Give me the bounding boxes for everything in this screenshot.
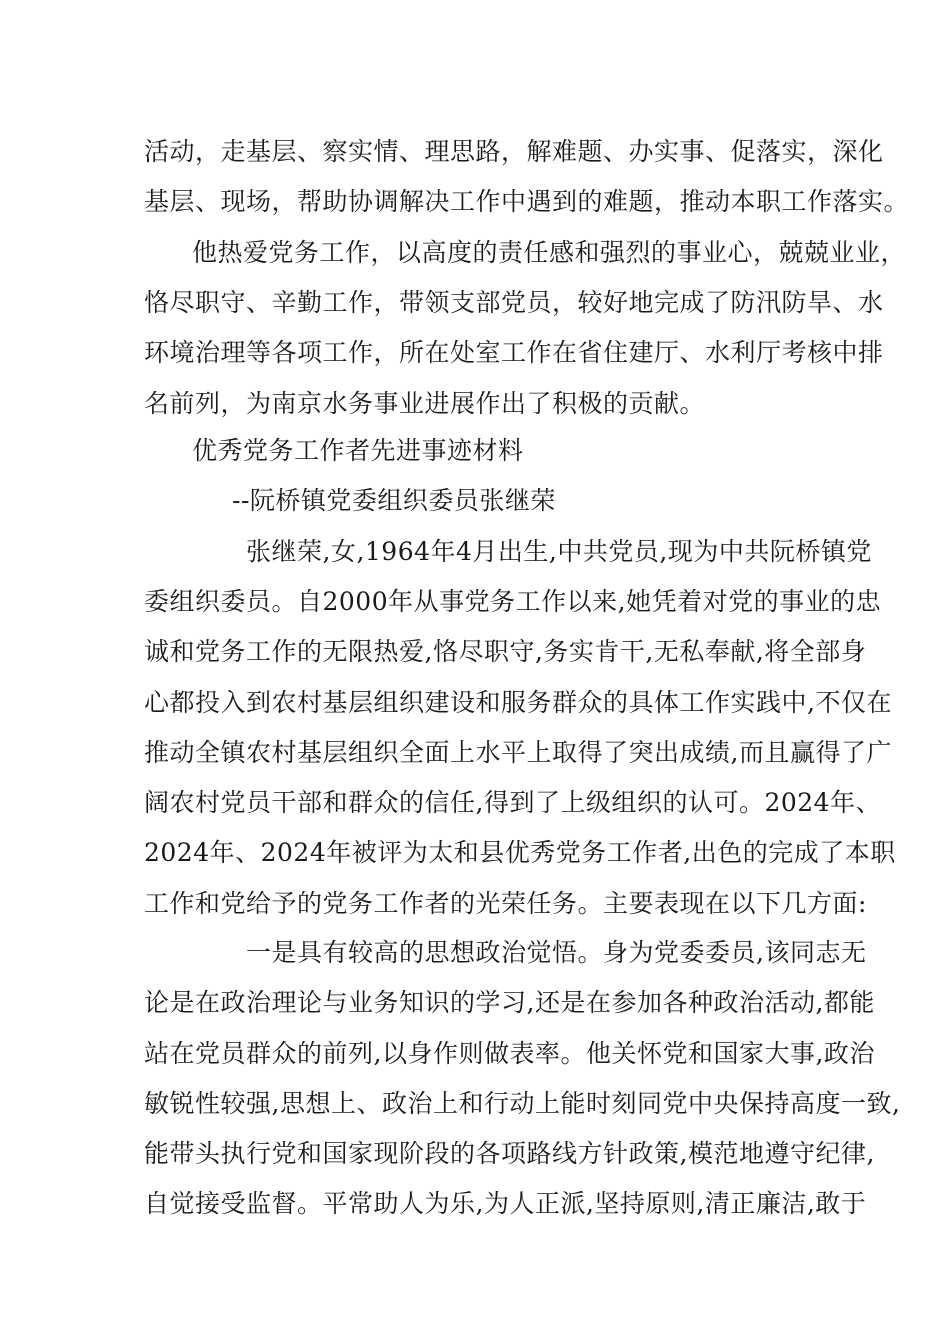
text-line: 心都投入到农村基层组织建设和服务群众的具体工作实践中,不仅在 [144, 688, 892, 717]
text-line: 2024年、2024年被评为太和县优秀党务工作者,出色的完成了本职 [144, 838, 896, 867]
paragraph-start-line: 一是具有较高的思想政治觉悟。身为党委委员,该同志无 [246, 938, 867, 967]
text-line: 名前列，为南京水务事业进展作出了积极的贡献。 [144, 389, 706, 418]
text-line: 基层、现场，帮助协调解决工作中遇到的难题，推动本职工作落实。 [144, 187, 910, 216]
text-line: 站在党员群众的前列,以身作则做表率。他关怀党和国家大事,政治 [144, 1039, 875, 1068]
section-title: 优秀党务工作者先进事迹材料 [192, 436, 524, 465]
text-line: 环境治理等各项工作，所在处室工作在省住建厅、水利厅考核中排 [144, 338, 884, 367]
text-line: 活动，走基层、察实情、理思路，解难题、办实事、促落实，深化 [144, 137, 884, 166]
text-line: 诚和党务工作的无限热爱,恪尽职守,务实肯干,无私奉献,将全部身 [144, 637, 867, 666]
text-line: 委组织委员。自2000年从事党务工作以来,她凭着对党的事业的忠 [144, 587, 882, 616]
text-line: 论是在政治理论与业务知识的学习,还是在参加各种政治活动,都能 [144, 988, 875, 1017]
paragraph-start-line: 张继荣,女,1964年4月出生,中共党员,现为中共阮桥镇党 [246, 537, 872, 566]
text-line: 阔农村党员干部和群众的信任,得到了上级组织的认可。2024年、 [144, 788, 882, 817]
section-subtitle: --阮桥镇党委组织委员张继荣 [232, 486, 556, 515]
text-line: 工作和党给予的党务工作者的光荣任务。主要表现在以下几方面: [144, 889, 867, 918]
text-line: 推动全镇农村基层组织全面上水平上取得了突出成绩,而且赢得了广 [144, 738, 892, 767]
paragraph-start-line: 他热爱党务工作，以高度的责任感和强烈的事业心，兢兢业业， [192, 238, 907, 267]
text-line: 自觉接受监督。平常助人为乐,为人正派,坚持原则,清正廉洁,敢于 [144, 1189, 867, 1218]
text-line: 恪尽职守、辛勤工作，带领支部党员，较好地完成了防汛防旱、水 [144, 288, 884, 317]
text-line: 能带头执行党和国家现阶段的各项路线方针政策,模范地遵守纪律, [144, 1139, 875, 1168]
text-line: 敏锐性较强,思想上、政治上和行动上能时刻同党中央保持高度一致, [144, 1089, 901, 1118]
